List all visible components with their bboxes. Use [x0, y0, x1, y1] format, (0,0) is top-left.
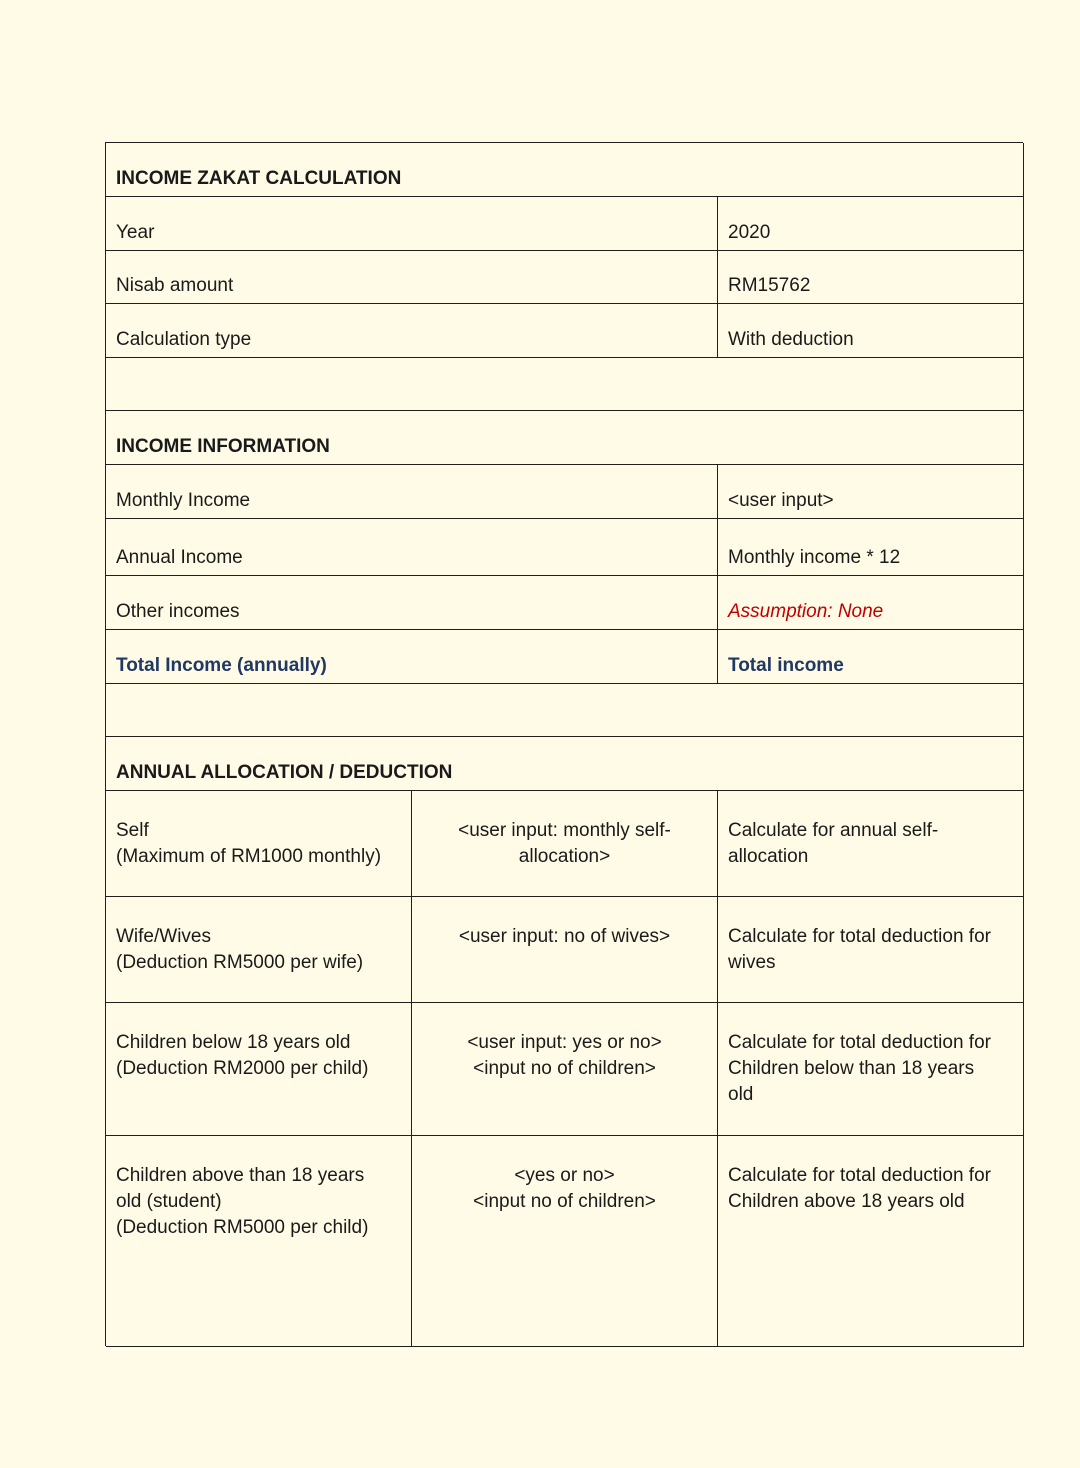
monthly-income-value: <user input>	[718, 465, 1024, 519]
other-income-value: Assumption: None	[718, 576, 1024, 630]
deduction-children-above-calc: Calculate for total deduction for Children above 18 years old	[718, 1136, 1024, 1347]
deduction-children-above-input: <yes or no> <input no of children>	[412, 1136, 718, 1347]
year-value: 2020	[718, 197, 1024, 251]
deduction-wives-label: Wife/Wives (Deduction RM5000 per wife)	[106, 897, 412, 1003]
deduction-children-above-label: Children above than 18 years old (student) (Deduction RM5000 per child)	[106, 1136, 412, 1347]
calc-type-label: Calculation type	[106, 304, 718, 358]
annual-income-value: Monthly income * 12	[718, 519, 1024, 576]
deduction-self-input: <user input: monthly self- allocation>	[412, 791, 718, 897]
nisab-value: RM15762	[718, 251, 1024, 304]
deduction-self-label: Self (Maximum of RM1000 monthly)	[106, 791, 412, 897]
year-label: Year	[106, 197, 718, 251]
deduction-wives-input: <user input: no of wives>	[412, 897, 718, 1003]
deduction-children-below-calc: Calculate for total deduction for Children below than 18 years old	[718, 1003, 1024, 1136]
total-income-label: Total Income (annually)	[106, 630, 718, 684]
spacer-row	[106, 358, 1024, 411]
nisab-label: Nisab amount	[106, 251, 718, 304]
monthly-income-label: Monthly Income	[106, 465, 718, 519]
section-title-allocation: ANNUAL ALLOCATION / DEDUCTION	[106, 737, 1024, 791]
section-title-income: INCOME INFORMATION	[106, 411, 1024, 465]
spacer-row	[106, 684, 1024, 737]
total-income-value: Total income	[718, 630, 1024, 684]
deduction-children-below-input: <user input: yes or no> <input no of children>	[412, 1003, 718, 1136]
other-income-label: Other incomes	[106, 576, 718, 630]
zakat-table	[105, 142, 1023, 1346]
deduction-self-calc: Calculate for annual self- allocation	[718, 791, 1024, 897]
section-title-zakat: INCOME ZAKAT CALCULATION	[106, 143, 1024, 197]
deduction-wives-calc: Calculate for total deduction for wives	[718, 897, 1024, 1003]
annual-income-label: Annual Income	[106, 519, 718, 576]
calc-type-value: With deduction	[718, 304, 1024, 358]
deduction-children-below-label: Children below 18 years old (Deduction RM2000 per child)	[106, 1003, 412, 1136]
